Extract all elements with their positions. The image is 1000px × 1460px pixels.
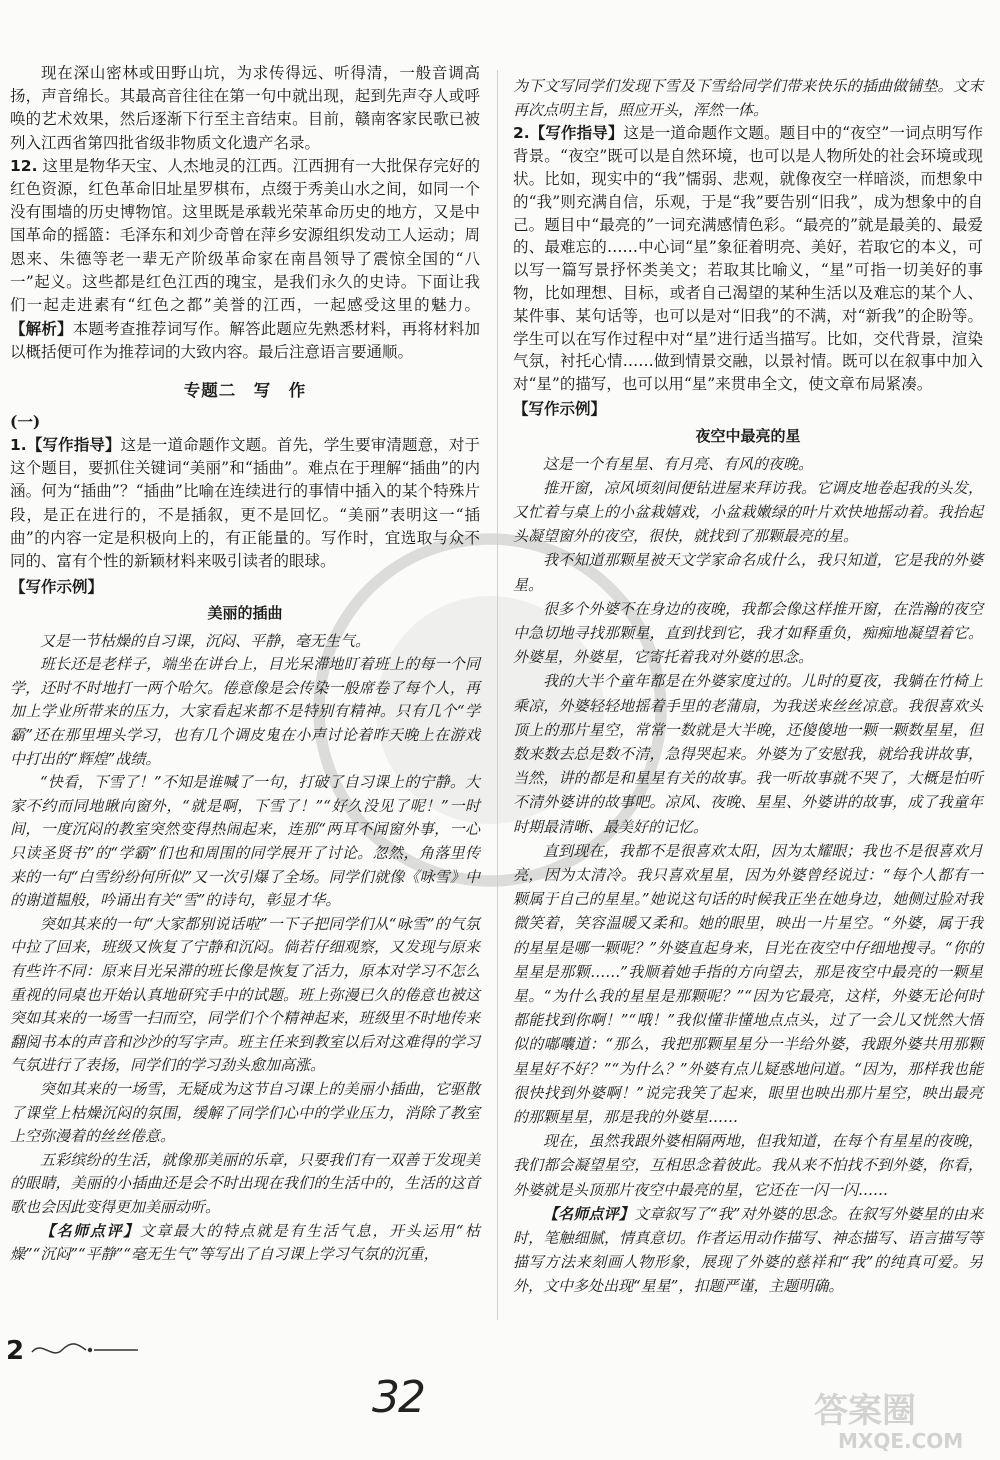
essay-paragraph: 突如其来的一场雪，无疑成为这节自习课上的美丽小插曲，它驱散了课堂上枯燥沉闷的氛围，缓解了同学们心中的学业压力，消除了教室上空弥漫着的丝丝倦意。: [10, 1079, 480, 1146]
writing-guide-tag: 【写作指导】: [26, 435, 121, 455]
section-title: 专题二 写 作: [183, 380, 307, 400]
essay-body: [513, 452, 983, 1299]
watermark-text: 答案圈: [814, 1391, 916, 1431]
teacher-comment: [513, 1202, 983, 1299]
essay-paragraph: 我的大半个童年都是在外婆家度过的。儿时的夏夜，我躺在竹椅上乘凉，外婆轻轻地摇着手里的老蒲扇，为我送来丝丝凉意。我很喜欢头顶上的那片星空，常常一数就是大半晚，还傻傻地一颗一颗数星星，但数来数去总是数不清，急得哭起来。外婆为了安慰我，就给我讲故事，当然，讲的都是和星星有关的故事。我一听故事就不哭了，大概是怕听不清外婆讲的故事吧。凉风、夜晚、星星、外婆讲的故事，成了我童年时期最清晰、最美好的记忆。: [513, 672, 983, 836]
analysis-tag: 【解析】: [10, 319, 73, 339]
essay-paragraph: 直到现在，我都不是很喜欢太阳，因为太耀眼；我也不是很喜欢月亮，因为太清冷。我只喜欢星星，因为外婆曾经说过：“每个人都有一颗属于自己的星星。”她说这句话的时候我正坐在她身边，她侧过脸对我微笑着，笑容温暖又柔和。她的眼里，映出一片星空。“外婆，属于我的星星是哪一颗呢？”外婆直起身来，目光在夜空中仔细地搜寻。“你的星星是那颗……”我顺着她手指的方向望去，那是夜空中最亮的一颗星星。“为什么我的星星是那颗呢？”“因为它最亮，这样，外婆无论何时都能找到你啊！”“哦！”我似懂非懂地点点头，过了一会儿又恍然大悟似的嘟囔道：“那么，我把那颗星星分一半给外婆，我跟外婆共用那颗星星好不好？”“为什么？”外婆有点儿疑惑地问道。“因为，那样我也能很快找到外婆啊！”说完我笑了起来，眼里也映出那片星空，映出最亮的那颗星星，那是我的外婆星……: [513, 841, 983, 1127]
essay-title: 美丽的插曲: [207, 604, 283, 623]
column-divider: [497, 70, 498, 1320]
essay-paragraph: 我不知道那颗星被天文学家命名成什么，我只知道，它是我的外婆星。: [513, 551, 983, 594]
flourish-ornament-icon: [30, 1338, 140, 1362]
question-2: [513, 122, 983, 396]
q1-guide-text: 这是一道命题作文题。首先，学生要审清题意，对于这个题目，要抓住关键词“美丽”和“插曲”。难点在于理解“插曲”的内涵。何为“插曲”？“插曲”比喻在连续进行的事情中插入的某个特殊片段，是正在进行的，不是插叙，更不是回忆。“美丽”表明这一“插曲”的内容一定是积极向上的，有正能量的。写作时，宜选取与众不同的、富有个性的新颖材料来吸引读者的眼球。: [10, 436, 480, 571]
q12-analysis-text: 本题考查推荐词写作。解答此题应先熟悉材料，再将材料加以概括便可作为推荐词的大致内容。最后注意语言要通顺。: [10, 320, 480, 362]
watermark-logo: [808, 1382, 993, 1454]
essay-paragraph: 班长还是老样子，端坐在讲台上，目光呆滞地盯着班上的每一个同学，还时不时地打一两个哈欠。倦意像是会传染一般席卷了每个人，再加上学业所带来的压力，大家看起来都不是特别有精神。只有几个“学霸”还在那里埋头学习，也有几个调皮鬼在小声讨论着昨天晚上在游戏中打出的“辉煌”战绩。: [10, 655, 480, 768]
question-1: [10, 433, 480, 573]
essay-paragraph: 这是一个有星星、有月亮、有风的夜晚。: [543, 454, 814, 473]
handwritten-page-number: 32: [372, 1372, 424, 1423]
essay-paragraph: 突如其来的一句“大家都别说话啦”一下子把同学们从“咏雪”的气氛中拉了回来，班级又恢复了宁静和沉闷。倘若仔细观察，又发现与原来有些许不同：原来目光呆滞的班长像是恢复了活力，原本对学习不怎么重视的同桌也开始认真地研究手中的试题。班上弥漫已久的倦意也被这突如其来的一场雪一扫而空，同学们个个精神起来，班级里不时地传来翻阅书本的声音和沙沙的写字声。班主任来到教室以后对这难得的学习气氛进行了表扬，同学们的学习劲头愈加高涨。: [10, 914, 480, 1075]
comment-text: 文章叙写了“我”对外婆的思念。在叙写外婆星的由来时，笔触细腻，情真意切。作者运用动作描写、神态描写、语言描写等描写方法来刻画人物形象，展现了外婆的慈祥和“我”的纯真可爱。另外，文中多处出现“星星”，扣题严谨，主题明确。: [513, 1204, 983, 1296]
comment-text: 文章最大的特点就是有生活气息，开头运用“枯燥”“沉闷”“平静”“毫无生气”等写出了自习课上学习气氛的沉重，: [10, 1221, 480, 1264]
essay-title: 夜空中最亮的星: [695, 426, 801, 445]
comment-tag: 【名师点评】: [40, 1221, 140, 1240]
q2-guide-text: 这是一道命题作文题。题目中的“夜空”一词点明写作背景。“夜空”既可以是自然环境，也可以是人物所处的社会环境或现状。比如，现实中的“我”懦弱、悲观，就像夜空一样暗淡，而想象中的“我”则充满自信，乐观，于是“我”要告别“旧我”，成为想象中的自己。题目中“最亮的”一词充满感情色彩。“最亮的”就是最美的、最爱的、最难忘的……中心词“星”象征着明亮、美好，若取它的本义，可以写一篇写景抒怀类美文；若取其比喻义，“星”可指一切美好的事物，比如理想、目标，或者自己渴望的某种生活以及难忘的某个人、某件事、某句话等，也可以是对“旧我”的不满，对“新我”的企盼等。学生可以在写作过程中对“星”进行适当描写。比如，交代背景，渲染气氛，衬托心情……做到情景交融，以景衬情。既可以在叙事中加入对“星”的描写，也可以用“星”来贯串全文，使文章布局紧凑。: [513, 124, 983, 394]
essay-paragraph: 五彩缤纷的生活，就像那美丽的乐章，只要我们有一双善于发现美的眼睛，美丽的小插曲还是会不时出现在我们的生活中的，生活的这首歌也会因此变得更加美丽动听。: [10, 1150, 480, 1216]
comment-tag: 【名师点评】: [543, 1204, 634, 1223]
comment-continuation: 为下文写同学们发现下雪及下雪给同学们带来快乐的插曲做铺垫。文末再次点明主旨，照应开头，浑然一体。: [513, 77, 983, 120]
writing-guide-tag: 【写作指导】: [529, 123, 624, 143]
question-number: 12.: [10, 156, 38, 175]
essay-paragraph: 又是一节枯燥的自习课，沉闷、平静，毫无生气。: [40, 631, 371, 650]
writing-example-tag: 【写作示例】: [10, 577, 104, 597]
question-12: [10, 155, 480, 365]
subsection-title: (一): [10, 411, 41, 431]
q12-answer-text: 这里是物华天宝、人杰地灵的江西。江西拥有一大批保存完好的红色资源，红色革命旧址星罗棋布，点缀于秀美山水之间，如同一个没有围墙的历史博物馆。这里既是承载光荣革命历史的地方，又是中国革命的摇篮：毛泽东和刘少奇曾在萍乡安源组织发动工人运动；周恩来、朱德等老一辈无产阶级革命家在南昌领导了震惊全国的“八一”起义。这些都是红色江西的瑰宝，是我们永久的史诗。下面让我们一起走进素有“红色之都”美誉的江西，一起感受这里的魅力。: [10, 156, 480, 315]
question-number: 2.: [513, 124, 530, 143]
right-column: [513, 74, 983, 1299]
essay-paragraph: 推开窗，凉风顷刻间便钻进屋来拜访我。它调皮地卷起我的头发，又忙着与桌上的小盆栽嬉戏，小盆栽嫩绿的叶片欢快地摇动着。我抬起头凝望窗外的夜空，很快，就找到了那颗最亮的星。: [513, 478, 983, 546]
watermark-url: MXQE.COM: [838, 1429, 964, 1453]
writing-example-tag: 【写作示例】: [513, 398, 607, 418]
q11-continuation: 现在深山密林或田野山坑，为求传得远、听得清，一般音调高扬，声音绵长。其最高音往往在第一句中就出现，起到先声夺人或呼唤的艺术效果，然后逐渐下行至主音结束。目前，赣南客家民歌已被列入江西省第四批省级非物质文化遗产名录。: [10, 64, 480, 152]
teacher-comment: [10, 1220, 480, 1267]
essay-body: [10, 630, 480, 1267]
essay-paragraph: 现在，虽然我跟外婆相隔两地，但我知道，在每个有星星的夜晚，我们都会凝望星空，互相思念着彼此。我从来不怕找不到外婆，你看，外婆就是头顶那片夜空中最亮的星，它还在一闪一闪……: [513, 1132, 983, 1199]
page-number: 2: [6, 1336, 25, 1366]
essay-paragraph: 很多个外婆不在身边的夜晚，我都会像这样推开窗，在浩瀚的夜空中急切地寻找那颗星，直到找到它，我才如释重负，痴痴地凝望着它。外婆星，外婆星，它寄托着我对外婆的思念。: [513, 599, 983, 667]
left-column: [10, 62, 480, 1267]
essay-paragraph: “快看，下雪了！”不知是谁喊了一句，打破了自习课上的宁静。大家不约而同地瞅向窗外，“就是啊，下雪了！”“好久没见了呢！”一时间，一度沉闷的教室突然变得热闹起来，连那“两耳不闻窗外事，一心只读圣贤书”的“学霸”们也和周围的同学展开了讨论。忽然，角落里传来的一句“白雪纷纷何所似”又一次引爆了全场。同学们就像《咏雪》中的谢道韫般，吟诵出有关“雪”的诗句，彰显才华。: [10, 773, 480, 910]
question-number: 1.: [10, 436, 27, 455]
